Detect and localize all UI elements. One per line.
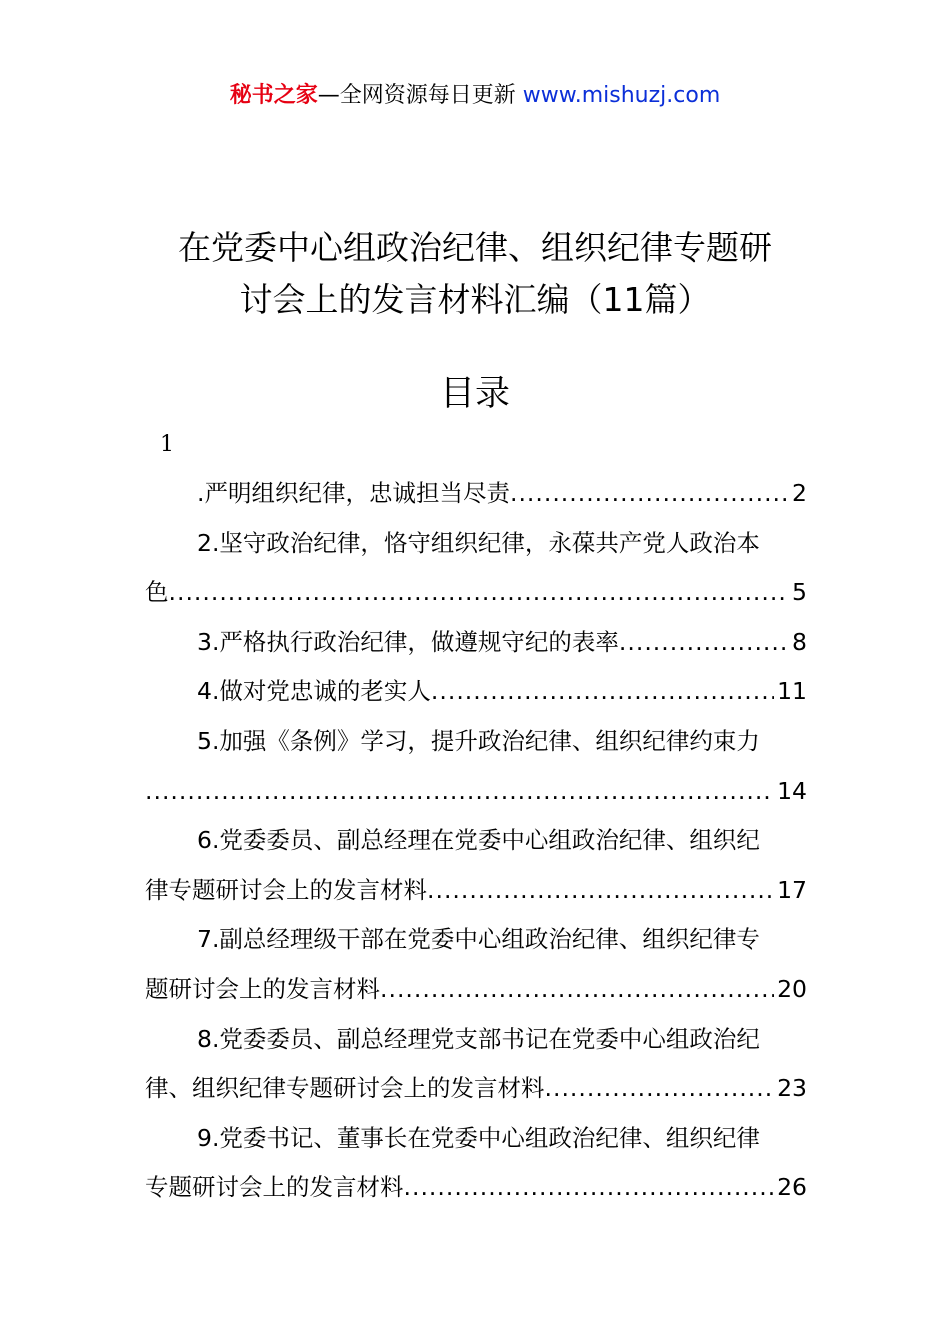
- toc-entry-text: .严明组织纪律，忠诚担当尽责: [197, 479, 510, 507]
- toc-page-number: 17: [777, 875, 807, 904]
- toc-page-number: 2: [792, 479, 807, 507]
- toc-entry-text: 律专题研讨会上的发言材料: [145, 875, 427, 904]
- toc-row[interactable]: [145, 767, 807, 817]
- toc-entry-text: 3.严格执行政治纪律，做遵规守纪的表率: [197, 627, 619, 656]
- toc-entry-text: 9.党委书记、董事长在党委中心组政治纪律、组织纪律: [197, 1123, 760, 1152]
- toc-entry-text: 6.党委委员、副总经理在党委中心组政治纪律、组织纪: [197, 826, 760, 855]
- toc-leader-dots: [380, 965, 774, 1015]
- toc-page-number: 14: [777, 776, 807, 805]
- toc-row[interactable]: [145, 568, 807, 618]
- toc-leader-dots: [427, 866, 774, 916]
- toc-entry-text: 5.加强《条例》学习，提升政治纪律、组织纪律约束力: [197, 726, 760, 755]
- toc-row[interactable]: [145, 1163, 807, 1213]
- toc-row: [145, 915, 807, 965]
- site-header: [0, 80, 950, 112]
- document-title-line-2: 讨会上的发言材料汇编（11篇）: [239, 280, 711, 319]
- toc-row[interactable]: [145, 469, 807, 519]
- toc-leader-dots: [545, 1064, 775, 1114]
- toc-row[interactable]: [145, 618, 807, 668]
- toc-entry-text: 色: [145, 578, 169, 607]
- toc-leader-dots: [145, 767, 774, 817]
- toc-entry-text: 8.党委委员、副总经理党支部书记在党委中心组政治纪: [197, 1024, 760, 1053]
- toc-row[interactable]: [145, 965, 807, 1015]
- toc-entry-text: 律、组织纪律专题研讨会上的发言材料: [145, 1074, 545, 1103]
- toc-row: [145, 717, 807, 767]
- document-title: [0, 222, 950, 326]
- toc-entry-text: 7.副总经理级干部在党委中心组政治纪律、组织纪律专: [197, 925, 760, 954]
- toc-row: [145, 519, 807, 569]
- toc-row: [145, 1114, 807, 1164]
- toc-leader-dots: [404, 1163, 775, 1213]
- toc-entry-text: 题研讨会上的发言材料: [145, 974, 380, 1003]
- toc-page-number: 20: [777, 974, 807, 1003]
- toc-leader-dots: [431, 667, 774, 717]
- toc-row[interactable]: [145, 1064, 807, 1114]
- toc-page-number: 11: [777, 677, 807, 706]
- toc-entry-text: 4.做对党忠诚的老实人: [197, 677, 431, 706]
- site-url-link[interactable]: www.mishuzj.com: [522, 83, 721, 108]
- toc-leader-dots: [169, 568, 790, 618]
- toc-page-number: 23: [777, 1074, 807, 1103]
- toc-row: [145, 816, 807, 866]
- toc-leader-dots: [510, 469, 789, 519]
- site-slogan: —全网资源每日更新: [317, 83, 516, 108]
- stray-number: 1: [160, 432, 174, 457]
- toc-heading: 目录: [439, 374, 510, 414]
- toc-entry-text: 2.坚守政治纪律，恪守组织纪律，永葆共产党人政治本: [197, 528, 760, 557]
- toc-row[interactable]: [145, 667, 807, 717]
- site-brand: 秘书之家: [229, 83, 318, 108]
- toc-leader-dots: [619, 618, 789, 668]
- toc-row[interactable]: [145, 866, 807, 916]
- toc-entry-text: 专题研讨会上的发言材料: [145, 1173, 404, 1202]
- toc-row: [145, 1015, 807, 1065]
- toc-page-number: 5: [792, 578, 807, 607]
- document-title-line-1: 在党委中心组政治纪律、组织纪律专题研: [178, 228, 772, 267]
- toc-page-number: 26: [777, 1173, 807, 1202]
- table-of-contents: [145, 469, 807, 1213]
- toc-page-number: 8: [792, 627, 807, 656]
